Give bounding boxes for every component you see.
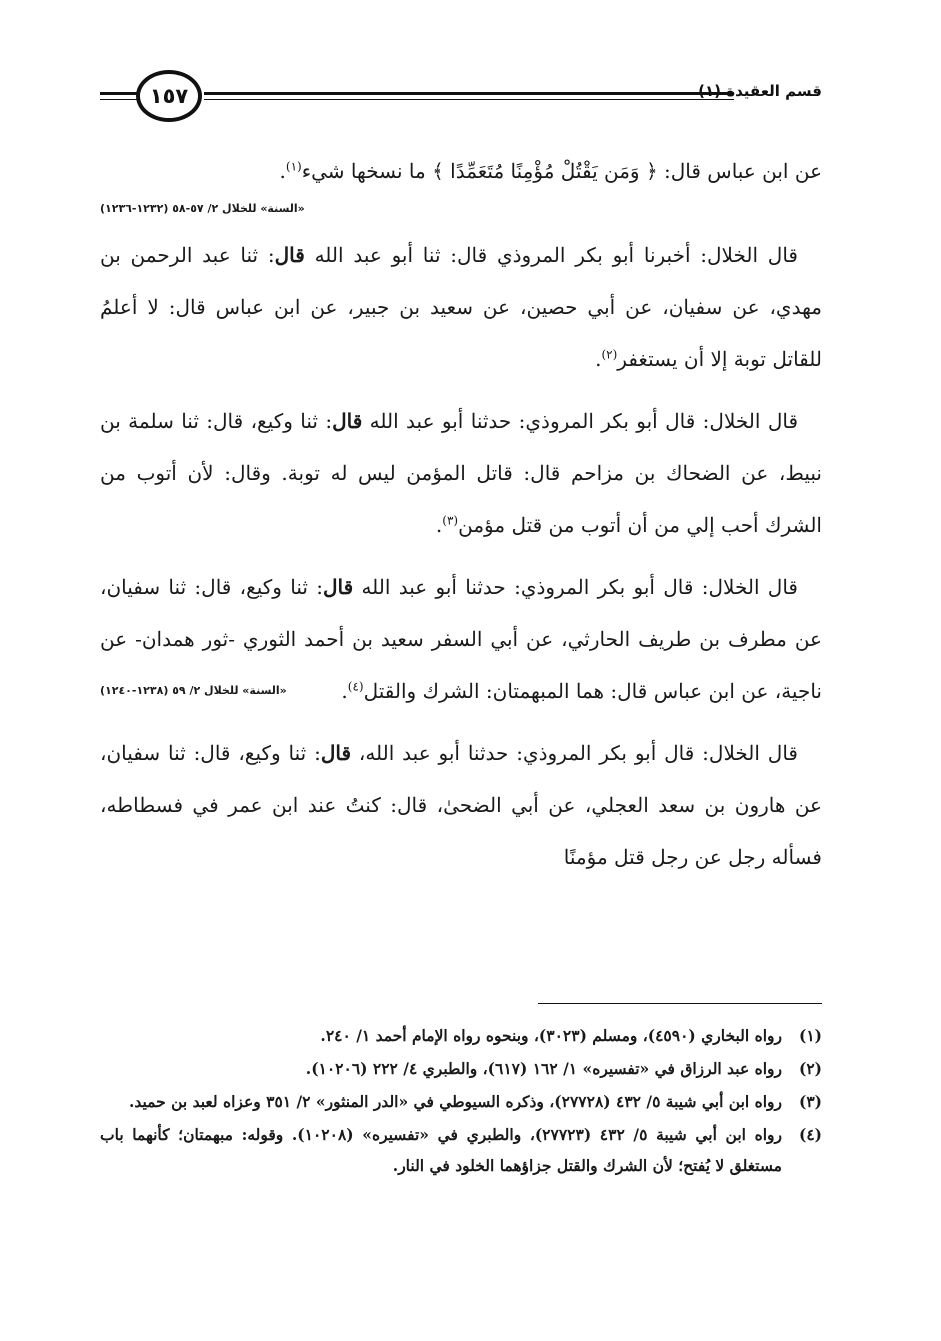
source-citation: «السنة» للخلال ٢/ ٥٧-٥٨ (١٢٣٢-١٢٣٦) bbox=[100, 202, 305, 215]
paragraph-text: قال الخلال: قال أبو بكر المروذي: حدثنا أبو عبد الله bbox=[353, 575, 798, 599]
footnote-text: رواه البخاري (٤٥٩٠)، ومسلم (٣٠٢٣)، وبنحوه رواه الإمام أحمد ١/ ٢٤٠. bbox=[320, 1026, 782, 1045]
paragraph bbox=[100, 229, 822, 385]
paragraph-text: : ثنا وكيع، قال: ثنا سفيان، عن مطرف بن طريف الحارثي، عن أبي السفر سعيد بن أحمد الثوري -ثور همدان- عن ناجية، عن ابن عباس قال: هما المبهمتان: الشرك والقتل bbox=[100, 575, 822, 703]
paragraph bbox=[100, 395, 822, 551]
footnote-ref[interactable]: (٢) bbox=[601, 347, 618, 362]
paragraph-text: : ثنا عبد الرحمن بن مهدي، عن سفيان، عن أبي حصين، عن سعيد بن جبير، عن ابن عباس قال: لا أعلمُ للقاتل توبة إلا أن يستغفر bbox=[100, 243, 823, 371]
paragraph bbox=[100, 561, 822, 717]
footnote-ref[interactable]: (١) bbox=[285, 159, 302, 174]
main-text bbox=[100, 145, 822, 893]
header-rule bbox=[100, 99, 140, 100]
paragraph-text: : ثنا وكيع، قال: ثنا سفيان، عن هارون بن سعد العجلي، عن أبي الضحىٰ، قال: كنتُ عند ابن عمر في فسطاطه، فسأله رجل عن رجل قتل مؤمنًا bbox=[100, 741, 822, 869]
section-title: قسم العقيدة (١) bbox=[698, 82, 822, 100]
footnote-ref[interactable]: (٤) bbox=[347, 679, 364, 694]
footnote-separator bbox=[538, 1003, 822, 1004]
footnote-text: رواه عبد الرزاق في «تفسيره» ١/ ١٦٢ (٦١٧)، والطبري ٤/ ٢٢٢ (١٠٢٠٦). bbox=[305, 1059, 782, 1078]
paragraph-text: عن ابن عباس قال: ﴿ وَمَن يَقْتُلْ مُؤْمِنًا مُتَعَمِّدًا ﴾ ما نسخها شيء bbox=[301, 159, 822, 183]
paragraph-text: : ثنا وكيع، قال: ثنا سلمة بن نبيط، عن الضحاك بن مزاحم قال: قاتل المؤمن ليس له توبة. وقال: لأن أتوب من الشرك أحب إلي من أن أتوب من قتل مؤمن bbox=[100, 409, 822, 537]
footnote-item bbox=[100, 1119, 822, 1181]
keyword: قال bbox=[332, 409, 363, 433]
paragraph-end: . bbox=[341, 679, 348, 703]
footnote-item bbox=[100, 1053, 822, 1084]
header-rule bbox=[204, 92, 734, 95]
keyword: قال bbox=[322, 575, 354, 599]
footnote-number: (٣) bbox=[798, 1092, 822, 1111]
page-number: ١٥٧ bbox=[149, 84, 189, 108]
keyword: قال bbox=[320, 741, 352, 765]
paragraph-text: قال الخلال: قال أبو بكر المروذي: حدثنا أبو عبد الله، bbox=[351, 741, 798, 765]
page-header bbox=[100, 70, 822, 126]
paragraph-end: . bbox=[279, 159, 286, 183]
paragraph bbox=[100, 145, 822, 197]
page-number-badge bbox=[136, 70, 202, 122]
footnote-item bbox=[100, 1020, 822, 1051]
source-citation: «السنة» للخلال ٢/ ٥٩ (١٢٣٨-١٢٤٠) bbox=[100, 684, 287, 697]
footnote-ref[interactable]: (٣) bbox=[442, 513, 459, 528]
header-rule bbox=[100, 92, 140, 95]
footnote-text: رواه ابن أبي شيبة ٥/ ٤٣٢ (٢٧٧٢٣)، والطبري في «تفسيره» (١٠٢٠٨). وقوله: مبهمتان؛ كأنهما باب مستغلق لا يُفتح؛ لأن الشرك والقتل جزاؤهما الخلود في النار. bbox=[100, 1125, 783, 1175]
paragraph-end: . bbox=[435, 513, 443, 537]
paragraph-text: قال الخلال: أخبرنا أبو بكر المروذي قال: ثنا أبو عبد الله bbox=[304, 243, 798, 267]
paragraph bbox=[100, 727, 822, 883]
header-rule bbox=[204, 99, 734, 100]
footnote-number: (٢) bbox=[798, 1059, 822, 1078]
footnote-number: (١) bbox=[798, 1026, 822, 1045]
footnotes bbox=[100, 1020, 822, 1183]
paragraph-text: قال الخلال: قال أبو بكر المروذي: حدثنا أبو عبد الله bbox=[362, 409, 798, 433]
paragraph-end: . bbox=[595, 347, 602, 371]
keyword: قال bbox=[274, 243, 305, 267]
footnote-text: رواه ابن أبي شيبة ٥/ ٤٣٢ (٢٧٧٢٨)، وذكره السيوطي في «الدر المنثور» ٢/ ٣٥١ وعزاه لعبد بن حميد. bbox=[128, 1092, 782, 1111]
footnote-item bbox=[100, 1086, 822, 1117]
footnote-number: (٤) bbox=[798, 1125, 822, 1144]
